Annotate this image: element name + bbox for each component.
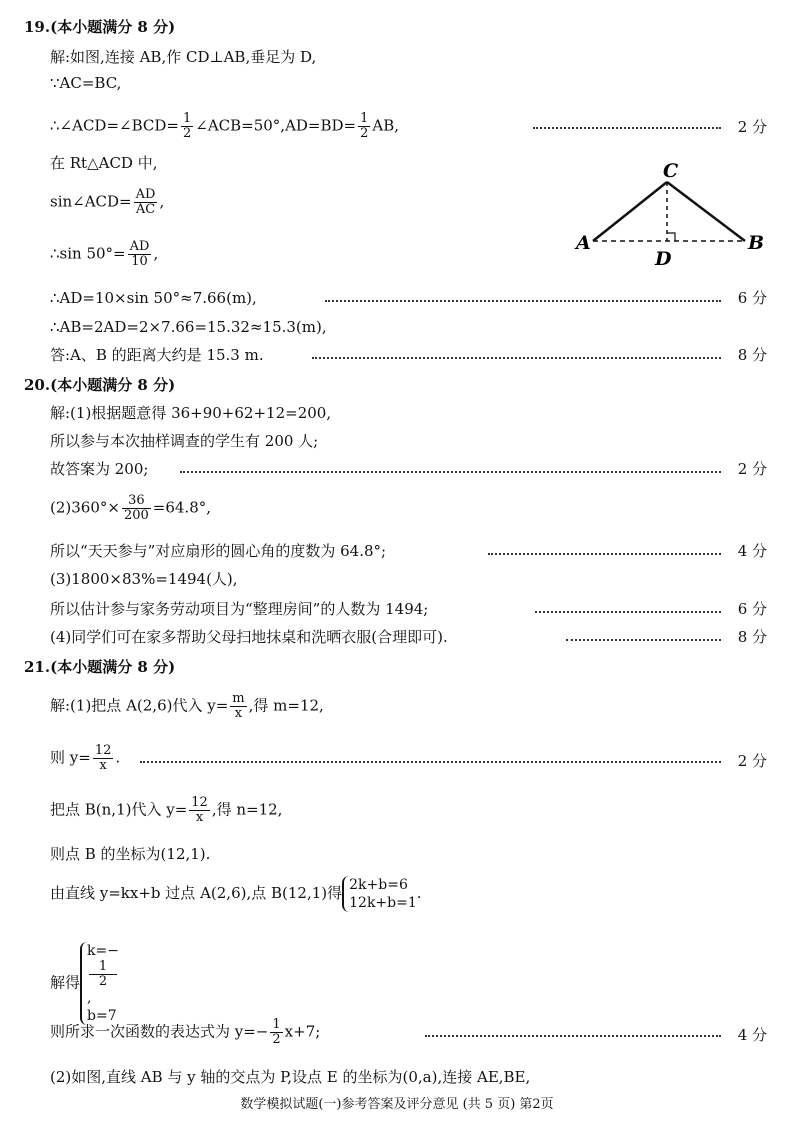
solution-system: k=− 1 2 , b=7 [80, 942, 119, 1025]
q21-heading: 21.(本小题满分 8 分) [24, 658, 176, 676]
equation-system: 2k+b=6 12k+b=1 [342, 876, 417, 912]
q21-line-5: 由直线 y=kx+b 过点 A(2,6),点 B(12,1)得 2k+b=6 12k+b=1 . [50, 877, 422, 911]
fraction: $\frac{1}{2}$ [360, 111, 369, 141]
fraction: $\frac{1}{2}$ [272, 1017, 281, 1047]
q19-line-4: 在 Rt△ACD 中, [50, 154, 158, 172]
fraction: $\frac{m}{x}$ [232, 691, 245, 721]
q19-line-8: ∴AB=2AD=2×7.66=15.32≈15.3(m), [50, 318, 327, 336]
q21-line-1: 解:(1)把点 A(2,6)代入 y= $\frac{m}{x}$ ,得 m=12, [50, 691, 324, 721]
fraction: $\frac{12}{x}$ [94, 743, 112, 773]
q20-heading: 20.(本小题满分 8 分) [24, 376, 176, 394]
label-b: B [748, 232, 765, 254]
score: 2 分 [737, 118, 767, 136]
q20-line-6: (3)1800×83%=1494(人), [50, 570, 238, 588]
fraction: $\frac{AD}{10}$ [129, 239, 150, 269]
q21-line-6: 解得 k=− 1 2 , b=7 [50, 943, 119, 1024]
q19-line-3: ∴∠ACD=∠BCD= $\frac{1}{2}$ ∠ACB=50°,AD=BD= $\frac{1}{2}$ AB, 2 分 [50, 111, 767, 141]
dot-leader [533, 127, 721, 129]
dot-leader [140, 761, 721, 763]
dot-leader [325, 300, 721, 302]
triangle-figure [570, 155, 775, 270]
score: 6 分 [737, 289, 767, 307]
score: 8 分 [737, 628, 767, 646]
fraction: $\frac{12}{x}$ [191, 795, 208, 825]
score: 6 分 [737, 600, 767, 618]
score: 4 分 [737, 542, 767, 560]
q21-line-4: 则点 B 的坐标为(12,1). [50, 845, 211, 863]
dot-leader [535, 611, 721, 613]
q20-line-1: 解:(1)根据题意得 36+90+62+12=200, [50, 404, 332, 422]
fraction: $\frac{1}{2}$ [182, 111, 192, 141]
score: 2 分 [737, 752, 767, 770]
score: 4 分 [737, 1026, 767, 1044]
q21-line-7: 则所求一次函数的表达式为 y=− $\frac{1}{2}$ x+7; 4 分 [50, 1017, 767, 1047]
q21-line-3: 把点 B(n,1)代入 y= $\frac{12}{x}$ ,得 n=12, [50, 795, 283, 825]
q19-line-9: 答:A、B 的距离大约是 15.3 m. 8 分 [0, 342, 794, 368]
segment-ac [593, 182, 667, 241]
dot-leader [312, 357, 721, 359]
label-c: C [663, 160, 679, 182]
q20-line-8: (4)同学们可在家多帮助父母扫地抹桌和洗晒衣服(合理即可). 8 分 [0, 624, 794, 650]
page-footer: 数学模拟试题(一)参考答案及评分意见 (共 5 页) 第2页 [240, 1097, 554, 1112]
right-angle-mark [667, 233, 675, 241]
q21-line-2: 则 y= $\frac{12}{x}$ . 2 分 [50, 743, 767, 773]
q19-line-5: sin∠ACD= $\frac{AD}{AC}$ , [50, 187, 165, 217]
q19-line-1: 解:如图,连接 AB,作 CD⊥AB,垂足为 D, [50, 48, 317, 66]
q19-line-6: ∴sin 50°= $\frac{AD}{10}$ , [50, 239, 159, 269]
q19-line-2: ∵AC=BC, [50, 74, 122, 92]
q21-line-8: (2)如图,直线 AB 与 y 轴的交点为 P,设点 E 的坐标为(0,a),连接 AE,BE, [50, 1068, 531, 1086]
dot-leader [488, 553, 721, 555]
segment-bc [667, 182, 745, 241]
fraction: $\frac{AD}{AC}$ [135, 187, 156, 217]
q20-line-3: 故答案为 200; 2 分 [0, 456, 794, 482]
dot-leader [425, 1035, 721, 1037]
q20-line-2: 所以参与本次抽样调查的学生有 200 人; [50, 432, 319, 450]
label-a: A [576, 232, 591, 254]
label-d: D [655, 248, 672, 270]
q20-line-7: 所以估计参与家务劳动项目为“整理房间”的人数为 1494; 6 分 [0, 596, 794, 622]
dot-leader [566, 639, 721, 641]
fraction: 1 2 [89, 960, 117, 989]
q20-line-4: (2)360°× $\frac{36}{200}$ =64.8°, [50, 493, 212, 523]
q19-heading: 19.(本小题满分 8 分) [24, 18, 176, 36]
dot-leader [180, 471, 721, 473]
q19-line-7: ∴AD=10×sin 50°≈7.66(m), 6 分 [0, 285, 794, 311]
score: 2 分 [737, 460, 767, 478]
fraction: $\frac{36}{200}$ [123, 493, 149, 523]
q20-line-5: 所以“天天参与”对应扇形的圆心角的度数为 64.8°; 4 分 [0, 538, 794, 564]
score: 8 分 [737, 346, 767, 364]
